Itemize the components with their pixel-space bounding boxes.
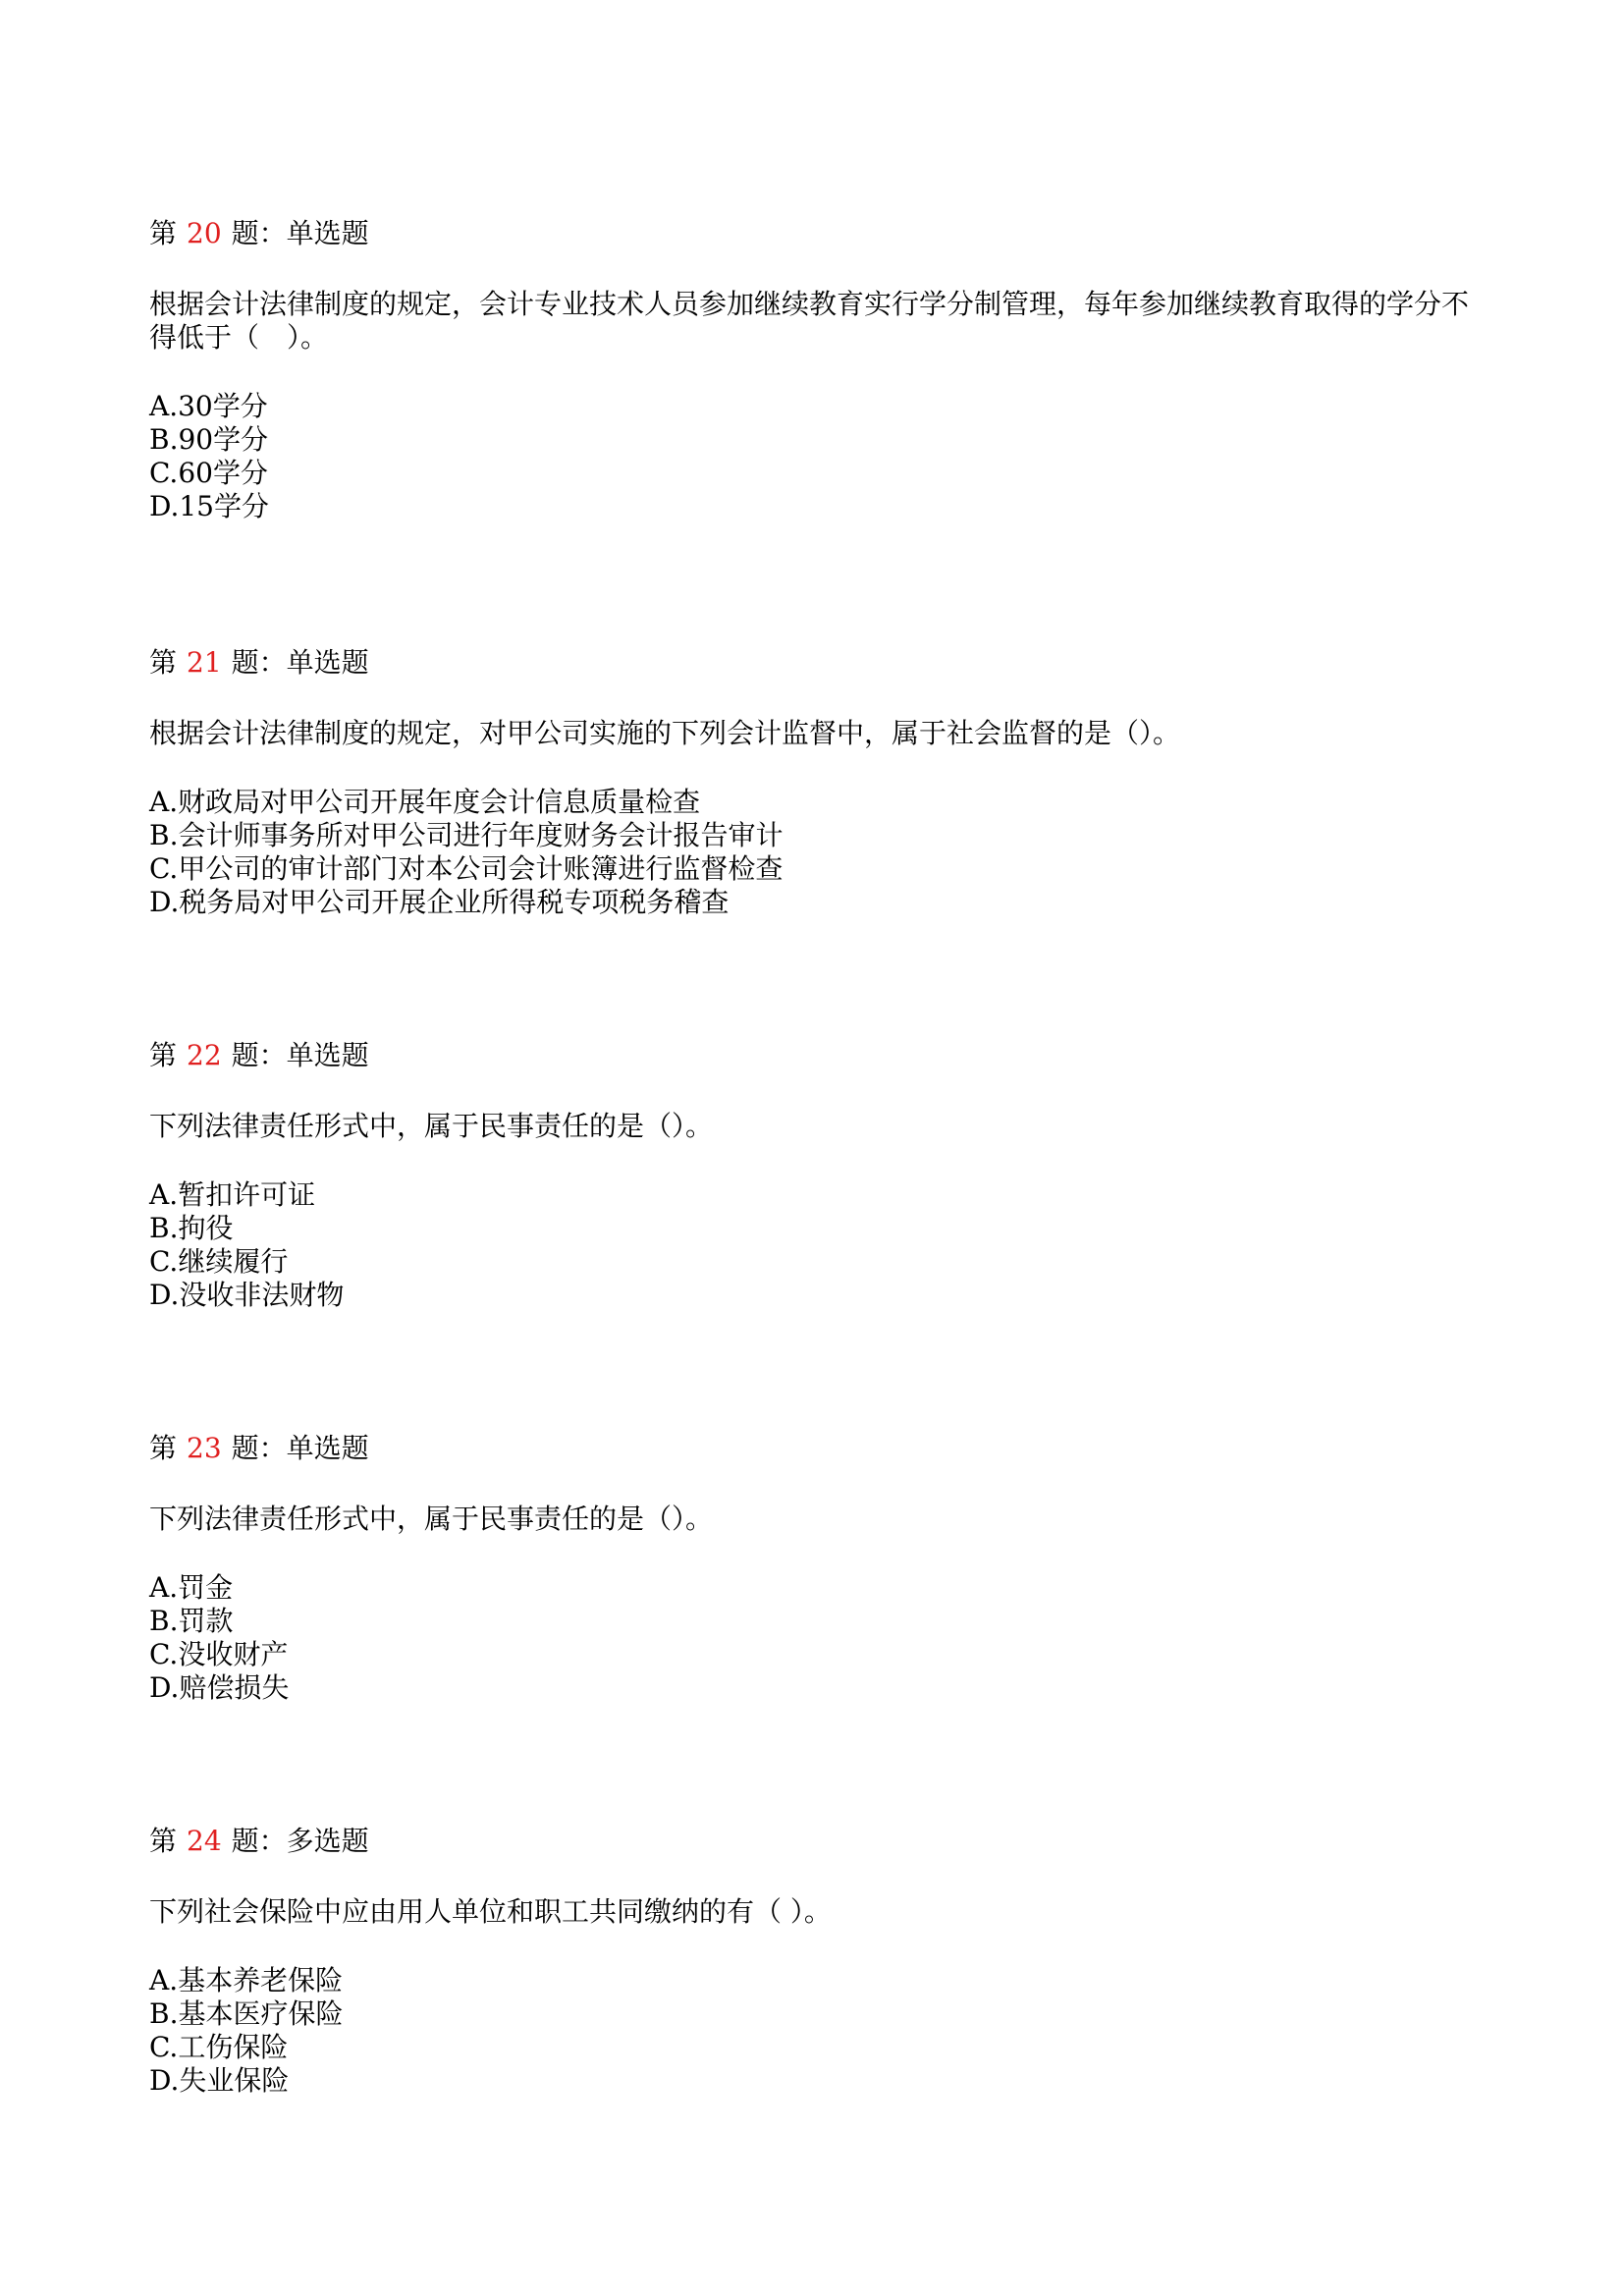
- option-d: D.15学分: [149, 490, 269, 522]
- option-a: A.30学分: [149, 390, 268, 422]
- question-20: [149, 217, 1485, 523]
- question-type: 题：单选题: [231, 1432, 369, 1464]
- option-a: A.基本养老保险: [149, 1964, 344, 1996]
- option-a: A.财政局对甲公司开展年度会计信息质量检查: [149, 786, 701, 818]
- question-prefix: 第: [149, 1825, 178, 1857]
- question-header: [149, 1432, 1485, 1465]
- question-prefix: 第: [149, 646, 178, 679]
- option-b: B.基本医疗保险: [149, 1997, 344, 2030]
- question-number: 24: [187, 1825, 222, 1857]
- question-stem: 根据会计法律制度的规定，对甲公司实施的下列会计监督中，属于社会监督的是（）。: [149, 717, 1181, 749]
- question-prefix: 第: [149, 1039, 178, 1071]
- option-list: [149, 1178, 1485, 1312]
- question-stem: 根据会计法律制度的规定，会计专业技术人员参加继续教育实行学分制管理，每年参加继续教育取得的学分不得低于（ ）。: [149, 288, 1470, 354]
- option-list: [149, 390, 1485, 523]
- question-type: 题：多选题: [231, 1825, 369, 1857]
- option-b: B.90学分: [149, 423, 269, 456]
- option-c: C.甲公司的审计部门对本公司会计账簿进行监督检查: [149, 852, 784, 885]
- question-header: [149, 1825, 1485, 1858]
- question-stem: 下列法律责任形式中，属于民事责任的是（）。: [149, 1503, 714, 1535]
- option-list: [149, 1571, 1485, 1705]
- question-stem: 下列社会保险中应由用人单位和职工共同缴纳的有（ ）。: [149, 1895, 832, 1928]
- option-c: C.工伤保险: [149, 2031, 289, 2063]
- option-list: [149, 1964, 1485, 2098]
- question-type: 题：单选题: [231, 1039, 369, 1071]
- question-number: 20: [187, 217, 222, 249]
- option-a: A.暂扣许可证: [149, 1178, 316, 1211]
- option-list: [149, 786, 1485, 919]
- option-b: B.会计师事务所对甲公司进行年度财务会计报告审计: [149, 819, 784, 851]
- question-header: [149, 646, 1485, 680]
- question-header: [149, 1039, 1485, 1072]
- option-c: C.60学分: [149, 457, 268, 489]
- question-prefix: 第: [149, 1432, 178, 1464]
- question-type: 题：单选题: [231, 217, 369, 249]
- question-number: 22: [187, 1039, 222, 1071]
- question-23: [149, 1432, 1485, 1705]
- question-type: 题：单选题: [231, 646, 369, 679]
- option-c: C.继续履行: [149, 1245, 289, 1278]
- option-b: B.拘役: [149, 1212, 234, 1244]
- question-header: [149, 217, 1485, 250]
- option-c: C.没收财产: [149, 1638, 289, 1670]
- question-prefix: 第: [149, 217, 178, 249]
- question-22: [149, 1039, 1485, 1312]
- question-number: 21: [187, 646, 222, 679]
- question-21: [149, 646, 1485, 919]
- option-d: D.税务局对甲公司开展企业所得税专项税务稽查: [149, 886, 730, 918]
- option-d: D.失业保险: [149, 2064, 290, 2097]
- option-a: A.罚金: [149, 1571, 234, 1604]
- option-d: D.赔偿损失: [149, 1671, 290, 1704]
- option-b: B.罚款: [149, 1605, 234, 1637]
- option-d: D.没收非法财物: [149, 1279, 345, 1311]
- question-24: [149, 1825, 1485, 2098]
- question-stem: 下列法律责任形式中，属于民事责任的是（）。: [149, 1110, 714, 1142]
- question-number: 23: [187, 1432, 222, 1464]
